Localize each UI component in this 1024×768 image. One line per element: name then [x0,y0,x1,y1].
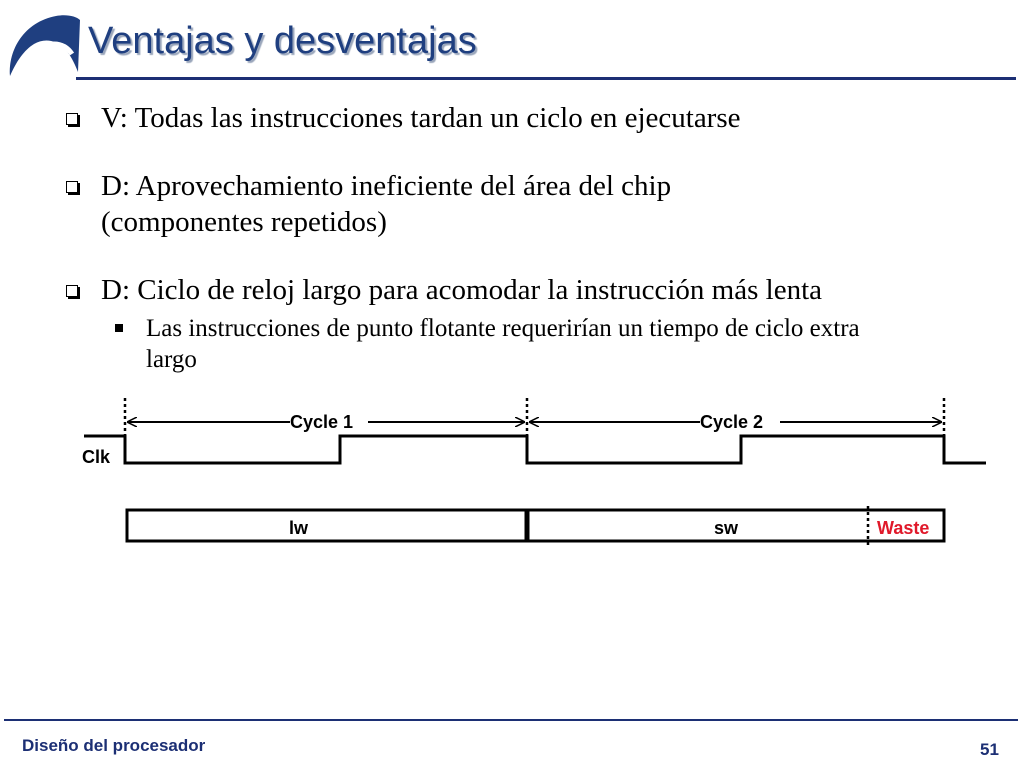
instruction-bar [127,510,944,541]
sub-bullet-icon [115,324,123,332]
cycle-1-label: Cycle 1 [290,412,354,432]
bullet-2-text: D: Aprovechamiento ineficiente del área del chip [101,170,672,202]
footer-course-title: Diseño del procesador [22,736,206,755]
bullet-icon [66,181,78,193]
sw-label: sw [714,518,739,538]
title-divider [76,77,1016,80]
sub-bullet-text: Las instrucciones de punto flotante requerirían un tiempo de ciclo extra [146,315,860,342]
clock-waveform [84,436,986,463]
page-title: Ventajas y desventajas [88,20,477,62]
waste-label: Waste [877,518,930,538]
bullet-1-text: V: Todas las instrucciones tardan un ciclo en ejecutarse [101,102,741,134]
footer-divider [4,719,1018,721]
bullet-icon [66,113,78,125]
clock-label: Clk [82,447,111,467]
sub-bullet-text-cont: largo [146,346,197,373]
bullet-3-text: D: Ciclo de reloj largo para acomodar la instrucción más lenta [101,274,822,306]
logo-icon [4,10,84,82]
page-number: 51 [980,740,999,759]
bullet-icon [66,285,78,297]
lw-label: lw [289,518,309,538]
timing-diagram [0,390,1024,560]
bullet-2-text-cont: (componentes repetidos) [101,206,387,238]
cycle-2-label: Cycle 2 [700,412,764,432]
